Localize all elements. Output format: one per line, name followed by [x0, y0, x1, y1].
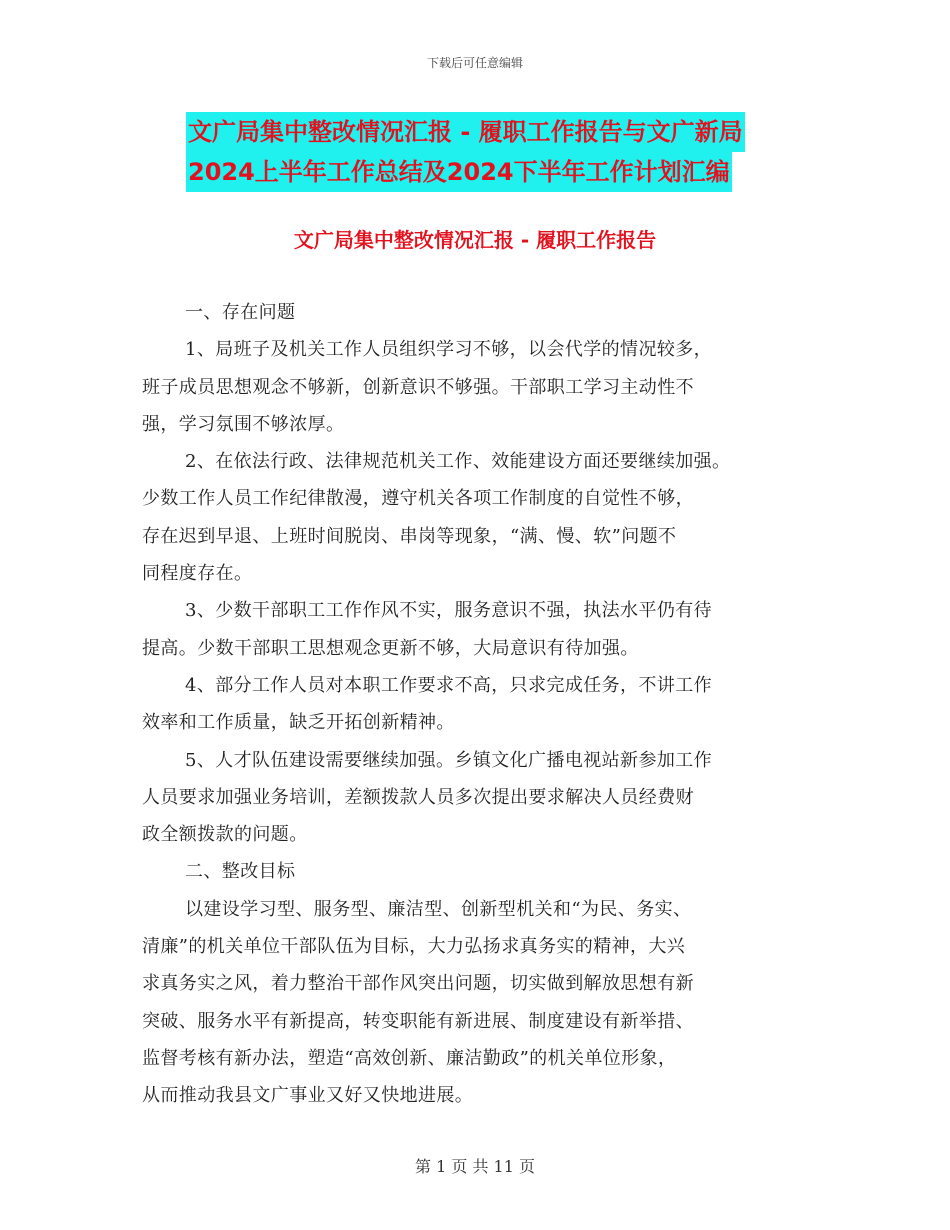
heading-goals: 二、整改目标: [185, 861, 296, 883]
header-note: 下载后可任意编辑: [426, 56, 523, 70]
title-line-1: 文广局集中整改情况汇报 - 履职工作报告与文广新局: [186, 112, 745, 152]
paragraph-4: 4、部分工作人员对本职工作要求不高，只求完成任务，不讲工作 效率和工作质量，缺乏开拓创新精神。: [142, 674, 713, 734]
paragraph-2: 2、在依法行政、法律规范机关工作、效能建设方面还要继续加强。 少数工作人员工作纪律散漫，遵守机关各项工作制度的自觉性不够， 存在迟到早退、上班时间脱岗、串岗等现象，“满、慢、软”问题不 同程度存在。: [142, 451, 731, 585]
title-line-2: 2024上半年工作总结及2024下半年工作计划汇编: [186, 152, 732, 192]
heading-problems: 一、存在问题: [185, 302, 296, 323]
page-footer: 第 1 页 共 11 页: [415, 1157, 535, 1176]
paragraph-1: 1、局班子及机关工作人员组织学习不够，以会代学的情况较多， 班子成员思想观念不够新，创新意识不够强。干部职工学习主动性不 强，学习氛围不够浓厚。: [142, 339, 713, 435]
section-title: 文广局集中整改情况汇报 - 履职工作报告: [293, 228, 657, 252]
document-title: [186, 112, 826, 192]
document-body: [142, 294, 822, 1115]
paragraph-5: 5、人才队伍建设需要继续加强。乡镇文化广播电视站新参加工作 人员要求加强业务培训，差额拨款人员多次提出要求解决人员经费财 政全额拨款的问题。: [142, 749, 713, 846]
paragraph-3: 3、少数干部职工工作作风不实，服务意识不强，执法水平仍有待 提高。少数干部职工思想观念更新不够，大局意识有待加强。: [142, 600, 713, 659]
paragraph-goals: 以建设学习型、服务型、廉洁型、创新型机关和“为民、务实、 清廉”的机关单位干部队伍为目标，大力弘扬求真务实的精神，大兴 求真务实之风，着力整治干部作风突出问题，切实做到解放思想有新 突破、服务水平有新提高，转变职能有新进展、制度建设有新举措、 监督考核有新办法，塑造“高效创新、廉洁勤政”的机关单位形象， 从而推动我县文广事业又好又快地进展。: [142, 898, 694, 1107]
